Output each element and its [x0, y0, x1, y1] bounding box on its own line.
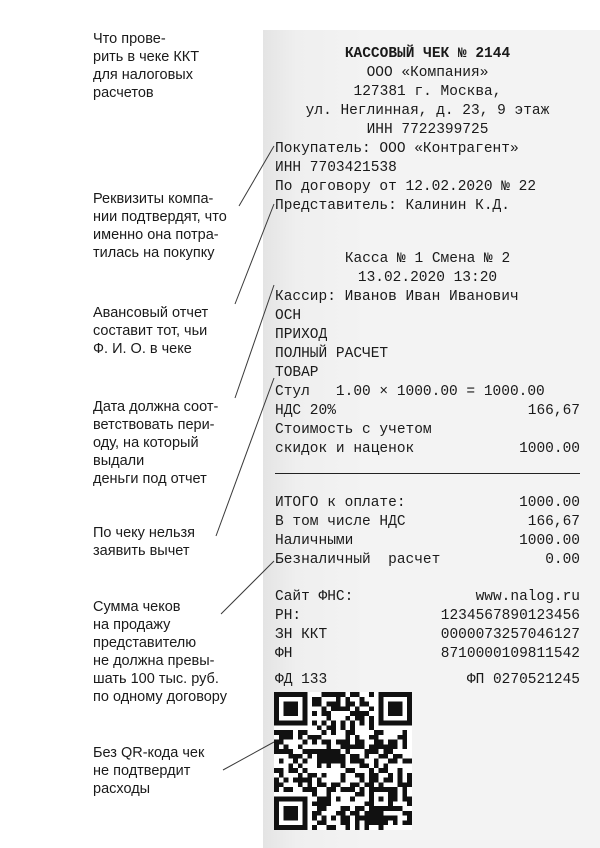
receipt-calc-type: ПОЛНЫЙ РАСЧЕТ	[275, 346, 389, 362]
receipt-separator	[275, 473, 580, 474]
cash-label: Наличными	[275, 533, 354, 549]
receipt-incl-vat-row	[275, 513, 580, 532]
receipt-vat-row	[275, 402, 580, 421]
receipt-item-line: Стул 1.00 × 1000.00 = 1000.00	[275, 384, 545, 400]
receipt-rn-row	[275, 607, 580, 626]
total-label: ИТОГО к оплате:	[275, 495, 406, 511]
incl-vat-value: 166,67	[527, 514, 580, 530]
cashless-label: Безналичный расчет	[275, 552, 441, 568]
receipt-tax-system: ОСН	[275, 308, 302, 324]
receipt-cost-row	[275, 440, 580, 459]
receipt-zn-row	[275, 626, 580, 645]
receipt-item-type: ТОВАР	[275, 365, 319, 381]
receipt-address-2: ул. Неглинная, д. 23, 9 этаж	[305, 103, 550, 119]
receipt-total-row	[275, 494, 580, 513]
annotation-company-details: Реквизиты компа- нии подтвердят, что именно она потра- тилась на покупку	[93, 191, 227, 261]
annotation-qr-required: Без QR-кода чек не подтвердит расходы	[93, 745, 205, 797]
rn-value: 1234567890123456	[440, 608, 580, 624]
receipt-company: ООО «Компания»	[366, 65, 489, 81]
receipt-op-type: ПРИХОД	[275, 327, 328, 343]
fd-value: ФД 133	[275, 672, 328, 688]
receipt-fd-fp-row	[275, 671, 580, 690]
receipt-fn-row	[275, 645, 580, 664]
receipt-datetime: 13.02.2020 13:20	[357, 270, 498, 286]
annotation-advance-report: Авансовый отчет составит тот, чьи Ф. И. О. в чеке	[93, 305, 209, 357]
receipt-kassa: Касса № 1 Смена № 2	[344, 251, 511, 267]
cost-value: 1000.00	[519, 441, 580, 457]
receipt-fns-row	[275, 588, 580, 607]
fp-value: ФП 0270521245	[466, 672, 580, 688]
receipt-inn: ИНН 7722399725	[366, 122, 489, 138]
receipt-cost-line-1: Стоимость с учетом	[275, 422, 432, 438]
annotation-limit-100k: Сумма чеков на продажу представителю не должна превы- шать 100 тыс. руб. по одному договору	[93, 599, 227, 705]
receipt-cash-row	[275, 532, 580, 551]
rn-label: РН:	[275, 608, 302, 624]
incl-vat-label: В том числе НДС	[275, 514, 406, 530]
annotation-check-intro: Что прове- рить в чеке ККТ для налоговых расчетов	[93, 31, 200, 101]
receipt-buyer: Покупатель: ООО «Контрагент»	[275, 141, 519, 157]
qr-code	[274, 692, 412, 830]
receipt-representative: Представитель: Калинин К.Д.	[275, 198, 510, 214]
zn-label: ЗН ККТ	[275, 627, 328, 643]
receipt-cashless-row	[275, 551, 580, 570]
receipt-title: КАССОВЫЙ ЧЕК № 2144	[344, 46, 511, 62]
receipt-cashier: Кассир: Иванов Иван Иванович	[275, 289, 519, 305]
fn-value: 8710000109811542	[440, 646, 580, 662]
vat-value: 166,67	[527, 403, 580, 419]
qr-code-graphic	[274, 692, 412, 830]
cashless-value: 0.00	[545, 552, 580, 568]
receipt-contract: По договору от 12.02.2020 № 22	[275, 179, 537, 195]
zn-value: 0000073257046127	[440, 627, 580, 643]
cash-value: 1000.00	[519, 533, 580, 549]
total-value: 1000.00	[519, 495, 580, 511]
annotation-date-period: Дата должна соот- ветствовать пери- оду, на который выдали деньги под отчет	[93, 399, 219, 487]
vat-label: НДС 20%	[275, 403, 336, 419]
fns-value: www.nalog.ru	[475, 589, 580, 605]
fn-label: ФН	[275, 646, 293, 662]
receipt-address-1: 127381 г. Москва,	[353, 84, 502, 100]
receipt-buyer-inn: ИНН 7703421538	[275, 160, 397, 176]
cost-label: скидок и наценок	[275, 441, 415, 457]
fns-label: Сайт ФНС:	[275, 589, 354, 605]
annotation-no-deduction: По чеку нельзя заявить вычет	[93, 525, 196, 559]
